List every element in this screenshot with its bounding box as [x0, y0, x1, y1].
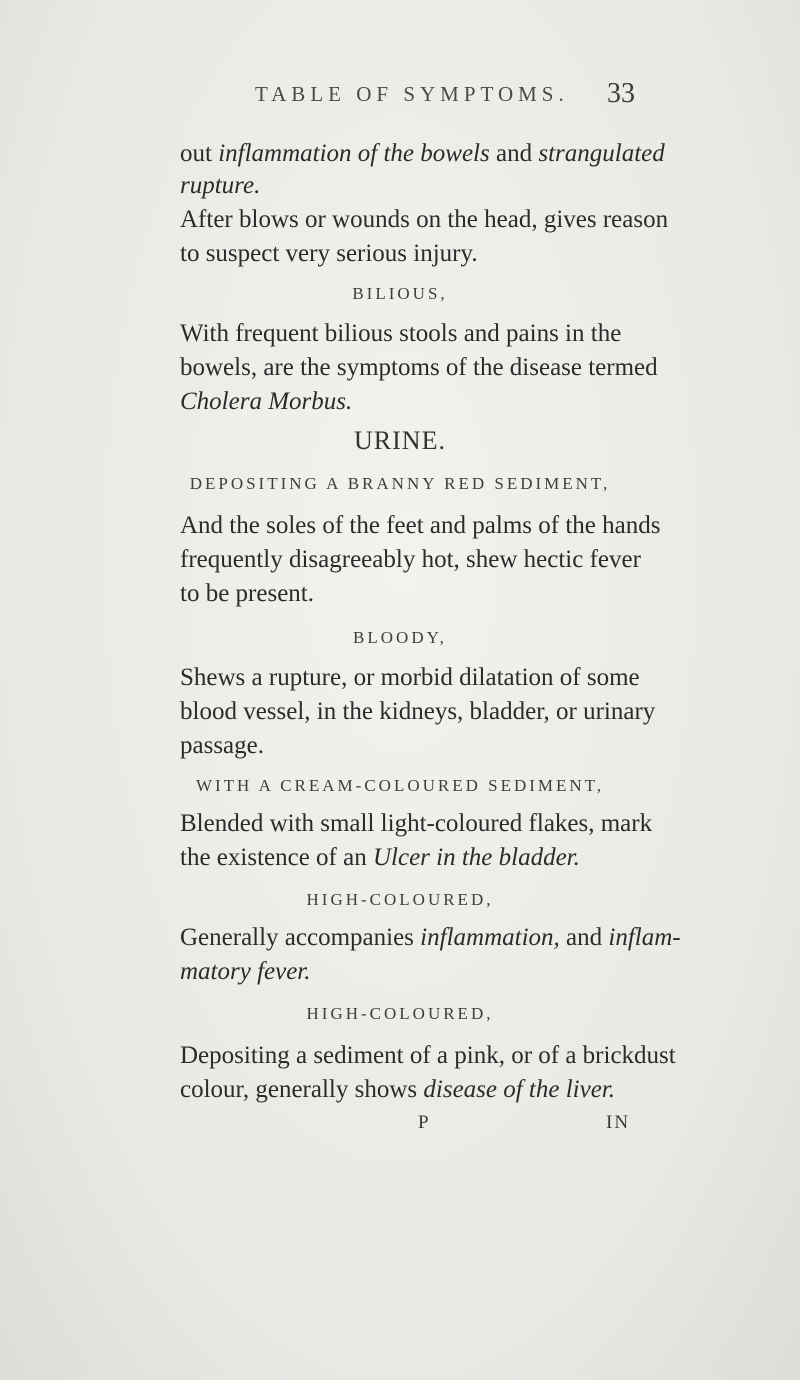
text-run: the existence of an	[180, 844, 373, 871]
signature-mark: P	[418, 1112, 429, 1133]
text-line: blood vessel, in the kidneys, bladder, or urinary	[180, 698, 656, 725]
text-line: to be present.	[180, 580, 314, 607]
italic-term: Cholera Morbus.	[180, 388, 353, 415]
catchword: IN	[606, 1112, 631, 1133]
text-line: passage.	[180, 732, 264, 759]
text-line	[180, 1074, 615, 1106]
italic-term: strangulated	[538, 140, 665, 167]
text-line	[180, 138, 665, 170]
subheading-depositing: DEPOSITING A BRANNY RED SEDIMENT,	[189, 474, 611, 493]
text-line	[180, 956, 311, 988]
text-line: bowels, are the symptoms of the disease termed	[180, 354, 658, 381]
subheading-cream-coloured: WITH A CREAM-COLOURED SEDIMENT,	[195, 776, 605, 795]
italic-term: inflam-	[608, 924, 681, 951]
italic-term: rupture.	[180, 172, 261, 199]
page-header	[0, 78, 800, 118]
text-line: Shews a rupture, or morbid dilatation of some	[180, 664, 640, 691]
italic-term: Ulcer in the bladder.	[372, 844, 580, 871]
text-line: Depositing a sediment of a pink, or of a brickdust	[180, 1042, 676, 1069]
page-number: 33	[607, 78, 635, 109]
text-line: frequently disagreeably hot, shew hectic fever	[180, 546, 641, 573]
text-run: and	[489, 140, 539, 167]
italic-term: matory fever.	[180, 958, 311, 985]
text-line	[180, 386, 352, 418]
subheading-high-coloured: HIGH-COLOURED,	[306, 890, 494, 909]
text-run: Generally accompanies	[180, 924, 421, 951]
text-line: After blows or wounds on the head, gives reason	[180, 206, 669, 233]
running-head: TABLE OF SYMPTOMS.	[255, 82, 569, 106]
text-run: out	[180, 140, 219, 167]
section-heading-bilious: BILIOUS,	[352, 284, 448, 303]
subheading-high-coloured-2: HIGH-COLOURED,	[306, 1004, 494, 1023]
text-line	[180, 842, 580, 874]
text-line	[180, 922, 681, 954]
text-line: And the soles of the feet and palms of the hands	[180, 512, 661, 539]
italic-term: inflammation of the bowels	[218, 140, 490, 167]
subheading-bloody: BLOODY,	[353, 628, 447, 647]
text-line	[180, 170, 260, 202]
italic-term: disease of the liver.	[423, 1076, 616, 1103]
text-run: colour, generally shows	[180, 1076, 424, 1103]
section-heading-urine: URINE.	[354, 426, 446, 455]
text-line: With frequent bilious stools and pains in the	[180, 320, 622, 347]
text-line: Blended with small light-coloured flakes, mark	[180, 810, 653, 837]
text-run: and	[559, 924, 609, 951]
italic-term: inflammation,	[420, 924, 560, 951]
text-line: to suspect very serious injury.	[180, 240, 478, 267]
